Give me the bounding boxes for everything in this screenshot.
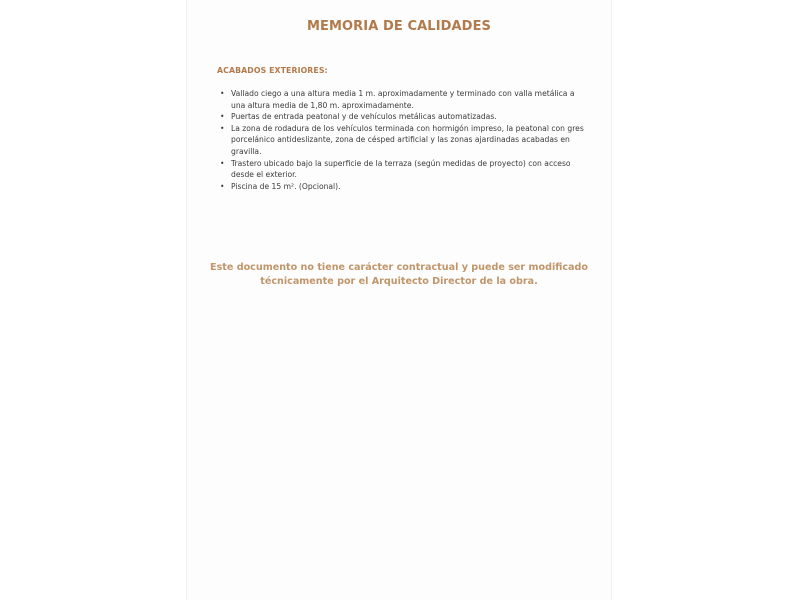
section-heading-exterior-finishes: ACABADOS EXTERIORES:	[217, 66, 328, 75]
bullet-icon: •	[220, 112, 225, 122]
list-item-text: Puertas de entrada peatonal y de vehículos metálicas automatizadas.	[231, 112, 497, 122]
bullet-icon: •	[220, 158, 225, 168]
list-item	[219, 181, 584, 193]
bullet-icon: •	[220, 89, 225, 98]
list-item-text: Vallado ciego a una altura media 1 m. aproximadamente y terminado con valla metálica a una altura media de 1,80 m. aproximadamente.	[231, 89, 575, 110]
list-item-text: Trastero ubicado bajo la superficie de la terraza (según medidas de proyecto) con acceso desde el exterior.	[231, 158, 571, 180]
bullet-icon: •	[220, 181, 225, 191]
list-item	[219, 123, 584, 158]
bullet-icon: •	[220, 123, 225, 133]
list-item	[219, 88, 584, 111]
list-item-text: La zona de rodadura de los vehículos terminada con hormigón impreso, la peatonal con gres porcelánico antideslizante, zona de césped artificial y las zonas ajardinadas acabadas en gravilla.	[231, 123, 584, 156]
document-page	[186, 0, 612, 600]
exterior-finishes-list	[219, 88, 584, 192]
list-item-text: Piscina de 15 m². (Opcional).	[231, 181, 341, 191]
document-title: MEMORIA DE CALIDADES	[306, 19, 492, 34]
list-item	[219, 111, 584, 123]
list-item	[219, 158, 584, 181]
disclaimer-note: Este documento no tiene carácter contractual y puede ser modificado técnicamente por el Arquitecto Director de la obra.	[210, 262, 588, 287]
